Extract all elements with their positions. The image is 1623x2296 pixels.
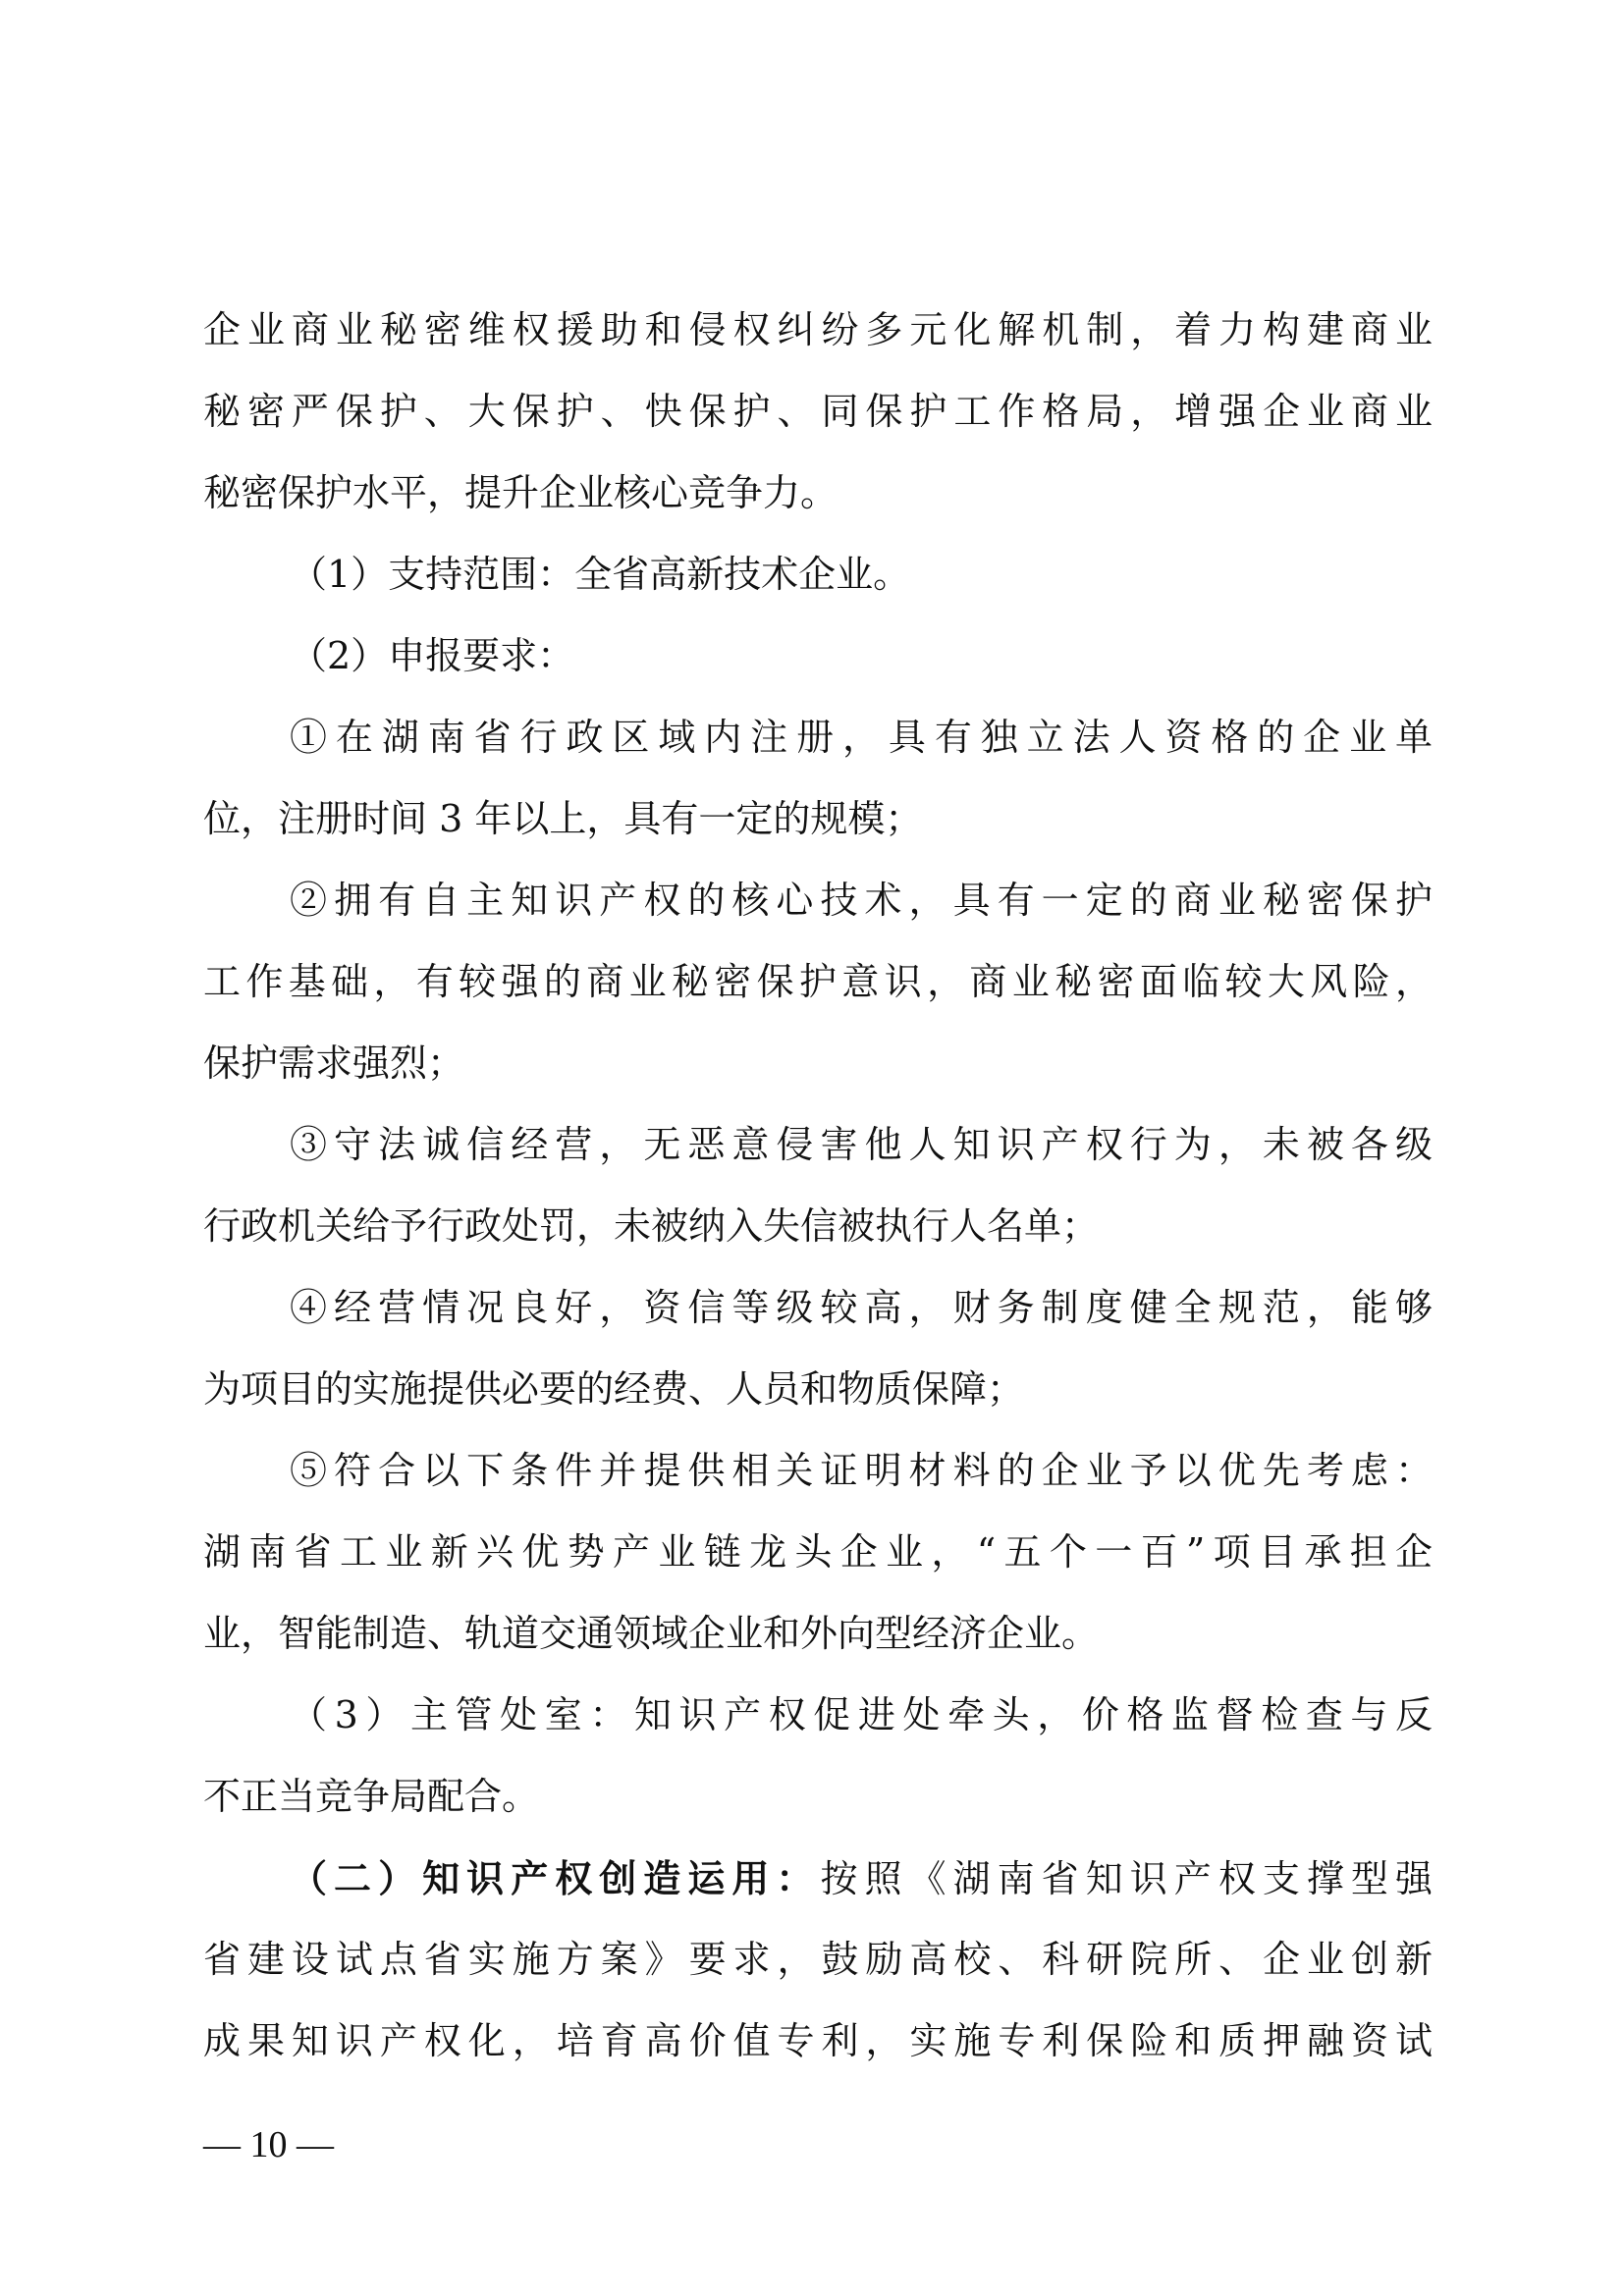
text-line: 位，注册时间 3 年以上，具有一定的规模；	[203, 797, 923, 840]
line-text: 按照《湖南省知识产权支撑型强	[820, 1857, 1433, 1900]
text-line: 秘密保护水平，提升企业核心竞争力。	[203, 471, 839, 514]
text-line: （2）申报要求：	[290, 634, 575, 677]
document-body	[203, 290, 1433, 2082]
text-line: （1）支持范围：全省高新技术企业。	[290, 553, 911, 596]
text-line: 湖南省工业新兴优势产业链龙头企业，“五个一百”项目承担企	[203, 1530, 1433, 1574]
text-line: 不正当竞争局配合。	[203, 1775, 540, 1818]
text-line: 企业商业秘密维权援助和侵权纠纷多元化解机制，着力构建商业	[203, 308, 1433, 351]
text-line: （3）主管处室：知识产权促进处牵头，价格监督检查与反	[290, 1693, 1433, 1736]
section-heading: （二）知识产权创造运用：	[290, 1856, 821, 1900]
text-line: ①在湖南省行政区域内注册，具有独立法人资格的企业单	[290, 716, 1433, 759]
text-line: ⑤符合以下条件并提供相关证明材料的企业予以优先考虑：	[290, 1449, 1433, 1492]
text-line: ③守法诚信经营，无恶意侵害他人知识产权行为，未被各级	[290, 1123, 1433, 1166]
text-line: 成果知识产权化，培育高价值专利，实施专利保险和质押融资试	[203, 2019, 1433, 2062]
page-number: — 10 —	[203, 2124, 334, 2165]
text-line: 行政机关给予行政处罚，未被纳入失信被执行人名单；	[203, 1204, 1100, 1248]
text-line: 业，智能制造、轨道交通领域企业和外向型经济企业。	[203, 1612, 1100, 1655]
text-line: ②拥有自主知识产权的核心技术，具有一定的商业秘密保护	[290, 879, 1433, 922]
text-line: 工作基础，有较强的商业秘密保护意识，商业秘密面临较大风险，	[203, 960, 1433, 1003]
text-line: 省建设试点省实施方案》要求，鼓励高校、科研院所、企业创新	[203, 1938, 1433, 1981]
text-line: 秘密严保护、大保护、快保护、同保护工作格局，增强企业商业	[203, 390, 1433, 433]
text-line: ④经营情况良好，资信等级较高，财务制度健全规范，能够	[290, 1286, 1433, 1329]
text-line: 为项目的实施提供必要的经费、人员和物质保障；	[203, 1367, 1025, 1411]
text-line	[203, 1838, 1433, 1919]
text-line: 保护需求强烈；	[203, 1041, 465, 1085]
